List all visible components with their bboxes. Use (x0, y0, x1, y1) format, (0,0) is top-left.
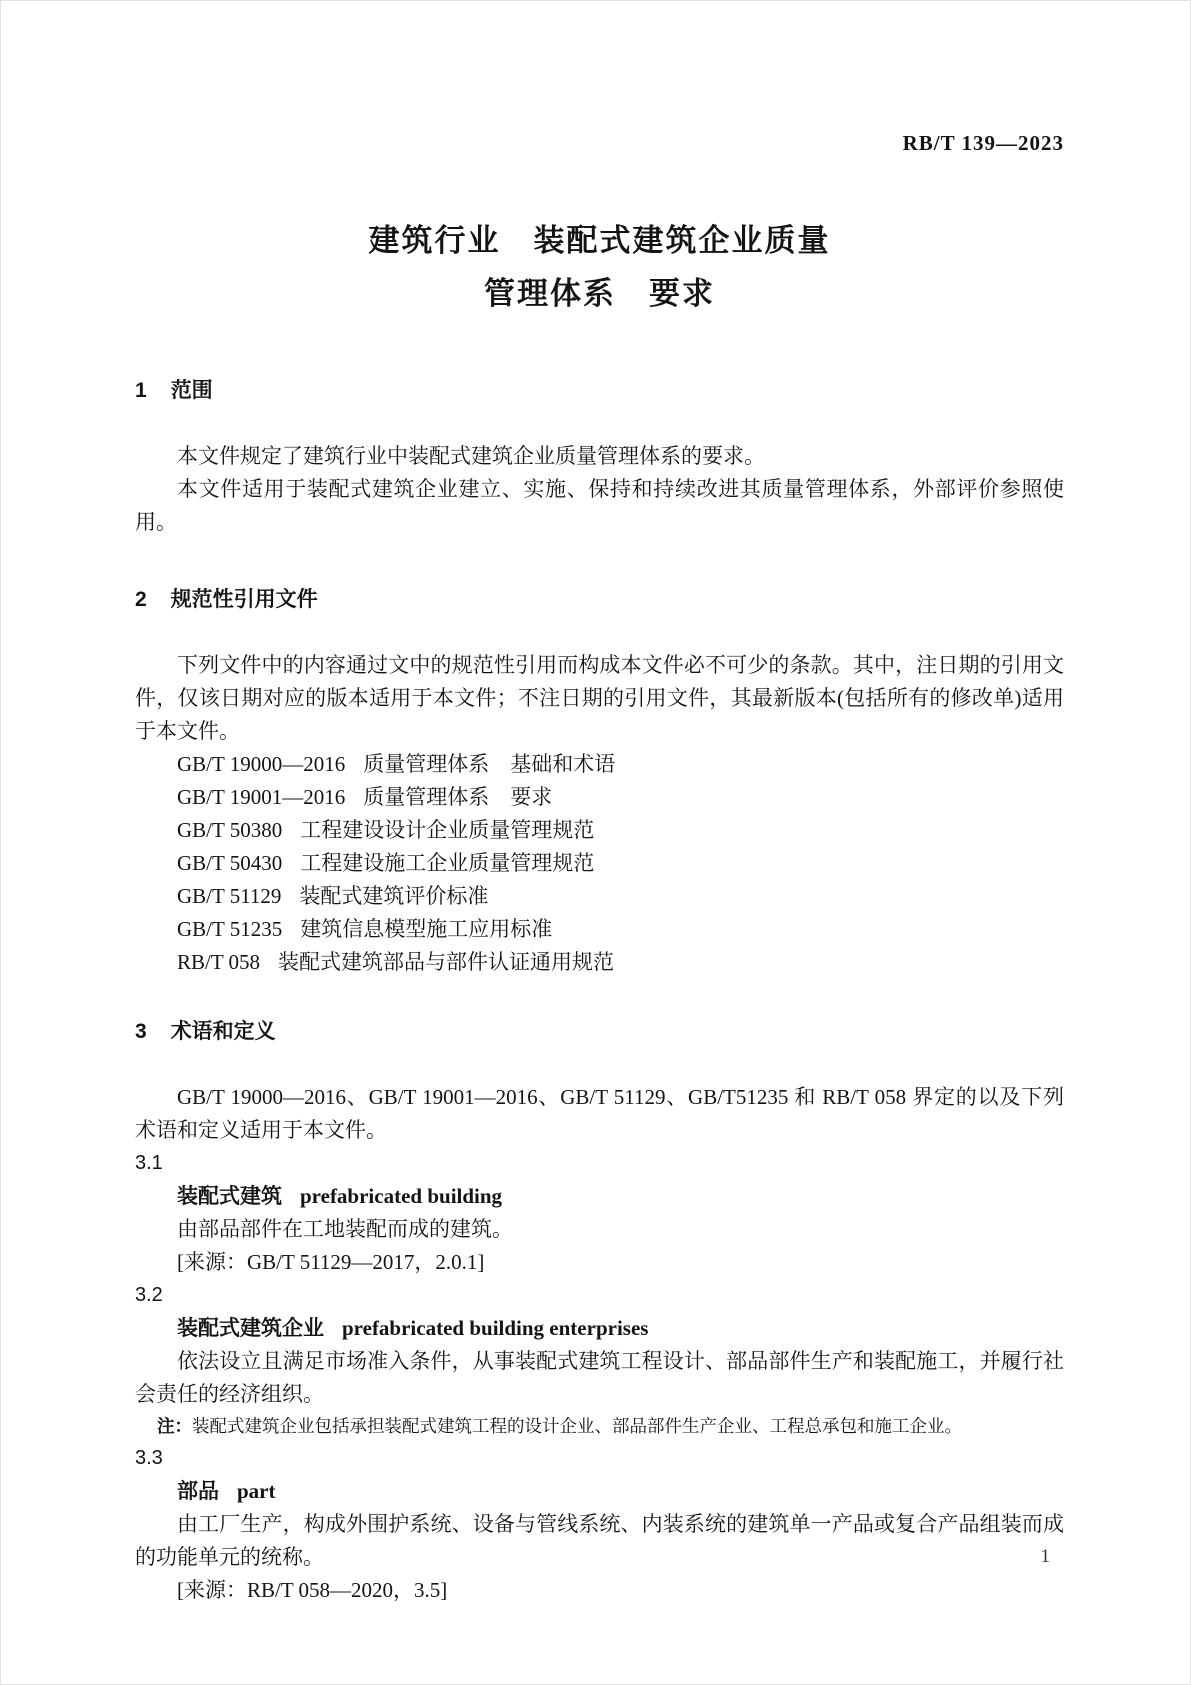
term-name-zh: 装配式建筑 (177, 1185, 282, 1208)
term-name (135, 1180, 1064, 1213)
note-text: 装配式建筑企业包括承担装配式建筑工程的设计企业、部品部件生产企业、工程总承包和施工企业。 (192, 1416, 962, 1436)
reference-title: 建筑信息模型施工应用标准 (300, 917, 553, 941)
term-id: 3.1 (135, 1152, 163, 1174)
reference-code: GB/T 50430 (177, 851, 283, 875)
document-title (135, 214, 1064, 320)
term-source: [来源：GB/T 51129—2017，2.0.1] (177, 1250, 485, 1274)
term-source: [来源：RB/T 058—2020，3.5] (177, 1578, 448, 1602)
term-definition: 由工厂生产，构成外围护系统、设备与管线系统、内装系统的建筑单一产品或复合产品组装而成的功能单元的统称。 (135, 1512, 1064, 1569)
reference-code: GB/T 51235 (177, 917, 283, 941)
term-name (135, 1475, 1064, 1508)
reference-item (177, 847, 1064, 880)
reference-title: 质量管理体系 要求 (363, 785, 553, 809)
term-note (135, 1411, 1064, 1442)
section-number: 2 (135, 588, 147, 611)
standard-code: RB/T 139—2023 (902, 131, 1064, 155)
reference-title: 装配式建筑部品与部件认证通用规范 (278, 950, 615, 974)
section-heading-normative-refs (135, 587, 1064, 613)
reference-item (177, 913, 1064, 946)
reference-item (177, 814, 1064, 847)
reference-code: GB/T 50380 (177, 818, 283, 842)
normative-refs-intro: 下列文件中的内容通过文中的规范性引用而构成本文件必不可少的条款。其中，注日期的引用文件，仅该日期对应的版本适用于本文件；不注日期的引用文件，其最新版本(包括所有的修改单)适用于本文件。 (135, 653, 1064, 743)
reference-title: 质量管理体系 基础和术语 (363, 752, 616, 776)
reference-title: 工程建设施工企业质量管理规范 (300, 851, 595, 875)
document-title-line1: 建筑行业 装配式建筑企业质量 (368, 223, 831, 258)
term-name-zh: 装配式建筑企业 (177, 1317, 324, 1340)
reference-item (177, 880, 1064, 913)
term-name-en: part (237, 1479, 276, 1503)
reference-code: GB/T 51129 (177, 884, 282, 908)
term-name (135, 1312, 1064, 1345)
page-number: 1 (1040, 1546, 1050, 1567)
document-title-line2: 管理体系 要求 (484, 276, 715, 311)
term-id: 3.2 (135, 1284, 163, 1306)
term-name-en: prefabricated building (300, 1184, 503, 1208)
term-id: 3.3 (135, 1447, 163, 1469)
reference-code: GB/T 19000—2016 (177, 752, 346, 776)
section-heading-scope (135, 378, 1064, 404)
reference-code: GB/T 19001—2016 (177, 785, 346, 809)
term-name-zh: 部品 (177, 1480, 219, 1503)
reference-item (177, 781, 1064, 814)
reference-list (135, 748, 1064, 979)
section-heading-terms (135, 1019, 1064, 1045)
section-number: 1 (135, 379, 147, 402)
terms-intro: GB/T 19000—2016、GB/T 19001—2016、GB/T 51129、GB/T51235 和 RB/T 058 界定的以及下列术语和定义适用于本文件。 (135, 1085, 1064, 1142)
reference-title: 装配式建筑评价标准 (299, 884, 489, 908)
section-title: 范围 (170, 379, 213, 402)
reference-title: 工程建设设计企业质量管理规范 (300, 818, 595, 842)
reference-item (177, 748, 1064, 781)
term-name-en: prefabricated building enterprises (342, 1316, 649, 1340)
note-label: 注： (157, 1416, 192, 1436)
scope-paragraph-1: 本文件规定了建筑行业中装配式建筑企业质量管理体系的要求。 (177, 444, 765, 468)
section-title: 规范性引用文件 (170, 588, 318, 611)
reference-code: RB/T 058 (177, 950, 261, 974)
term-definition: 依法设立且满足市场准入条件，从事装配式建筑工程设计、部品部件生产和装配施工，并履行社会责任的经济组织。 (135, 1349, 1064, 1406)
scope-paragraph-2: 本文件适用于装配式建筑企业建立、实施、保持和持续改进其质量管理体系，外部评价参照使用。 (135, 477, 1064, 534)
section-number: 3 (135, 1020, 147, 1043)
reference-item (177, 946, 1064, 979)
term-definition: 由部品部件在工地装配而成的建筑。 (177, 1217, 513, 1241)
section-title: 术语和定义 (170, 1020, 276, 1043)
